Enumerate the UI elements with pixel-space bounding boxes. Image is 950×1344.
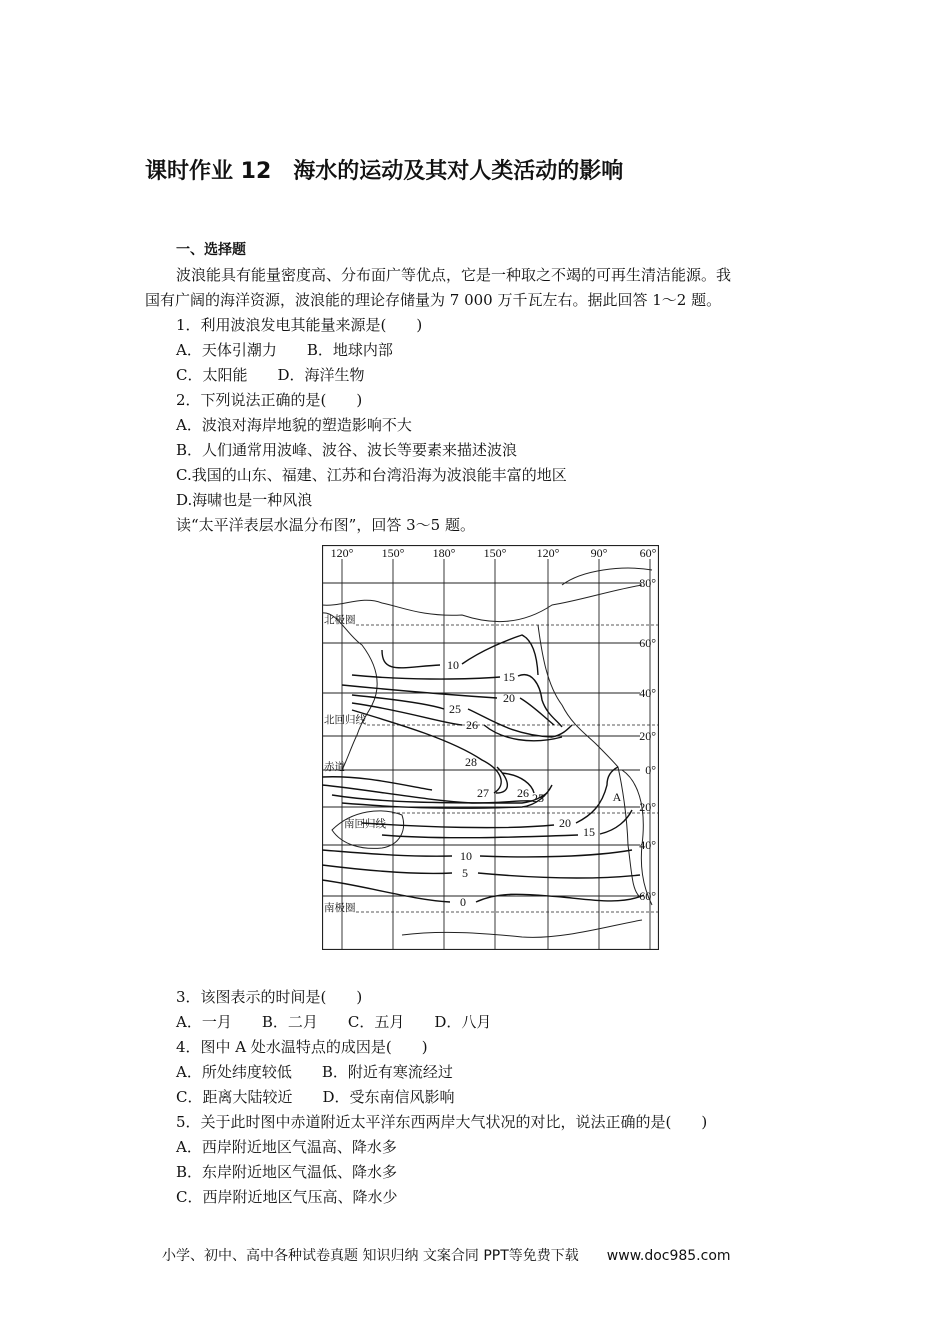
isotherm-label: 10 bbox=[447, 658, 459, 672]
question-2-option: C.我国的山东、福建、江苏和台湾沿海为波浪能丰富的地区 bbox=[176, 466, 567, 484]
question-2: 2．下列说法正确的是( ) bbox=[176, 391, 363, 409]
footer-url[interactable]: www.doc985.com bbox=[606, 1248, 731, 1264]
isotherm-label: 15 bbox=[503, 670, 515, 684]
isotherm-label: 15 bbox=[583, 825, 595, 839]
isotherm-label: 25 bbox=[532, 791, 544, 805]
lon-label: 60° bbox=[639, 546, 657, 560]
isotherm-label: 20 bbox=[559, 816, 571, 830]
footer-text: 小学、初中、高中各种试卷真题 知识归纳 文案合同 PPT等免费下载 bbox=[162, 1248, 579, 1264]
page-title: 课时作业 12 海水的运动及其对人类活动的影响 bbox=[145, 159, 624, 184]
lon-label: 120° bbox=[330, 546, 354, 560]
lon-label: 120° bbox=[536, 546, 560, 560]
isotherm-label: 25 bbox=[449, 702, 461, 716]
isotherm-label: 20 bbox=[503, 691, 515, 705]
footer bbox=[162, 1245, 731, 1265]
question-2-option: A．波浪对海岸地貌的塑造影响不大 bbox=[176, 416, 412, 434]
question-1: 1．利用波浪发电其能量来源是( ) bbox=[176, 316, 423, 334]
lon-label: 90° bbox=[590, 546, 608, 560]
question-3-option: A．一月 B．二月 C．五月 D．八月 bbox=[176, 1013, 492, 1031]
section-heading: 一、选择题 bbox=[176, 242, 246, 258]
isotherm-label: 26 bbox=[466, 718, 478, 732]
lon-label: 150° bbox=[483, 546, 507, 560]
question-5-option: A．西岸附近地区气温高、降水多 bbox=[176, 1138, 397, 1156]
question-5: 5．关于此时图中赤道附近太平洋东西两岸大气状况的对比，说法正确的是( ) bbox=[176, 1113, 708, 1131]
intro-line-1: 波浪能具有能量密度高、分布面广等优点，它是一种取之不竭的可再生清洁能源。我 bbox=[176, 266, 732, 284]
tropic-capricorn-label: 南回归线 bbox=[344, 818, 386, 830]
question-1-option: A．天体引潮力 B．地球内部 bbox=[176, 341, 393, 359]
lat-label: 40° bbox=[639, 686, 656, 700]
tropic-cancer-label: 北回归线 bbox=[324, 714, 366, 726]
isotherm-label: 5 bbox=[462, 866, 468, 880]
question-4-option: C．距离大陆较近 D．受东南信风影响 bbox=[176, 1088, 455, 1106]
question-1-option: C．太阳能 D．海洋生物 bbox=[176, 366, 365, 384]
intro-line-2: 国有广阔的海洋资源，波浪能的理论存储量为 7 000 万千瓦左右。据此回答 1～2 题。 bbox=[145, 291, 722, 309]
question-3: 3．该图表示的时间是( ) bbox=[176, 988, 363, 1006]
question-2-option: B．人们通常用波峰、波谷、波长等要素来描述波浪 bbox=[176, 441, 518, 459]
lat-label: 60° bbox=[639, 889, 656, 903]
pacific-sst-map bbox=[322, 545, 659, 950]
arctic-circle-label: 北极圈 bbox=[324, 614, 356, 626]
lon-label: 180° bbox=[432, 546, 456, 560]
lat-label: 20° bbox=[639, 800, 656, 814]
lat-label: 80° bbox=[639, 576, 656, 590]
lon-label: 150° bbox=[381, 546, 405, 560]
lat-label: 60° bbox=[639, 636, 656, 650]
question-4-option: A．所处纬度较低 B．附近有寒流经过 bbox=[176, 1063, 453, 1081]
question-5-option: C．西岸附近地区气压高、降水少 bbox=[176, 1188, 398, 1206]
lat-label: 0° bbox=[645, 763, 656, 777]
point-a-label: A bbox=[612, 790, 622, 804]
lat-label: 40° bbox=[639, 838, 656, 852]
question-2-option: D.海啸也是一种风浪 bbox=[176, 491, 313, 509]
question-5-option: B．东岸附近地区气温低、降水多 bbox=[176, 1163, 398, 1181]
isotherm-label: 28 bbox=[465, 755, 477, 769]
antarctic-circle-label: 南极圈 bbox=[324, 902, 356, 914]
isotherm-label: 26 bbox=[517, 786, 529, 800]
map-intro: 读“太平洋表层水温分布图”，回答 3～5 题。 bbox=[176, 516, 475, 534]
question-4: 4．图中 A 处水温特点的成因是( ) bbox=[176, 1038, 428, 1056]
equator-label: 赤道 bbox=[324, 761, 345, 773]
isotherm-label: 0 bbox=[460, 895, 466, 909]
lat-label: 20° bbox=[639, 729, 656, 743]
isotherm-label: 27 bbox=[477, 786, 489, 800]
isotherm-label: 10 bbox=[460, 849, 472, 863]
